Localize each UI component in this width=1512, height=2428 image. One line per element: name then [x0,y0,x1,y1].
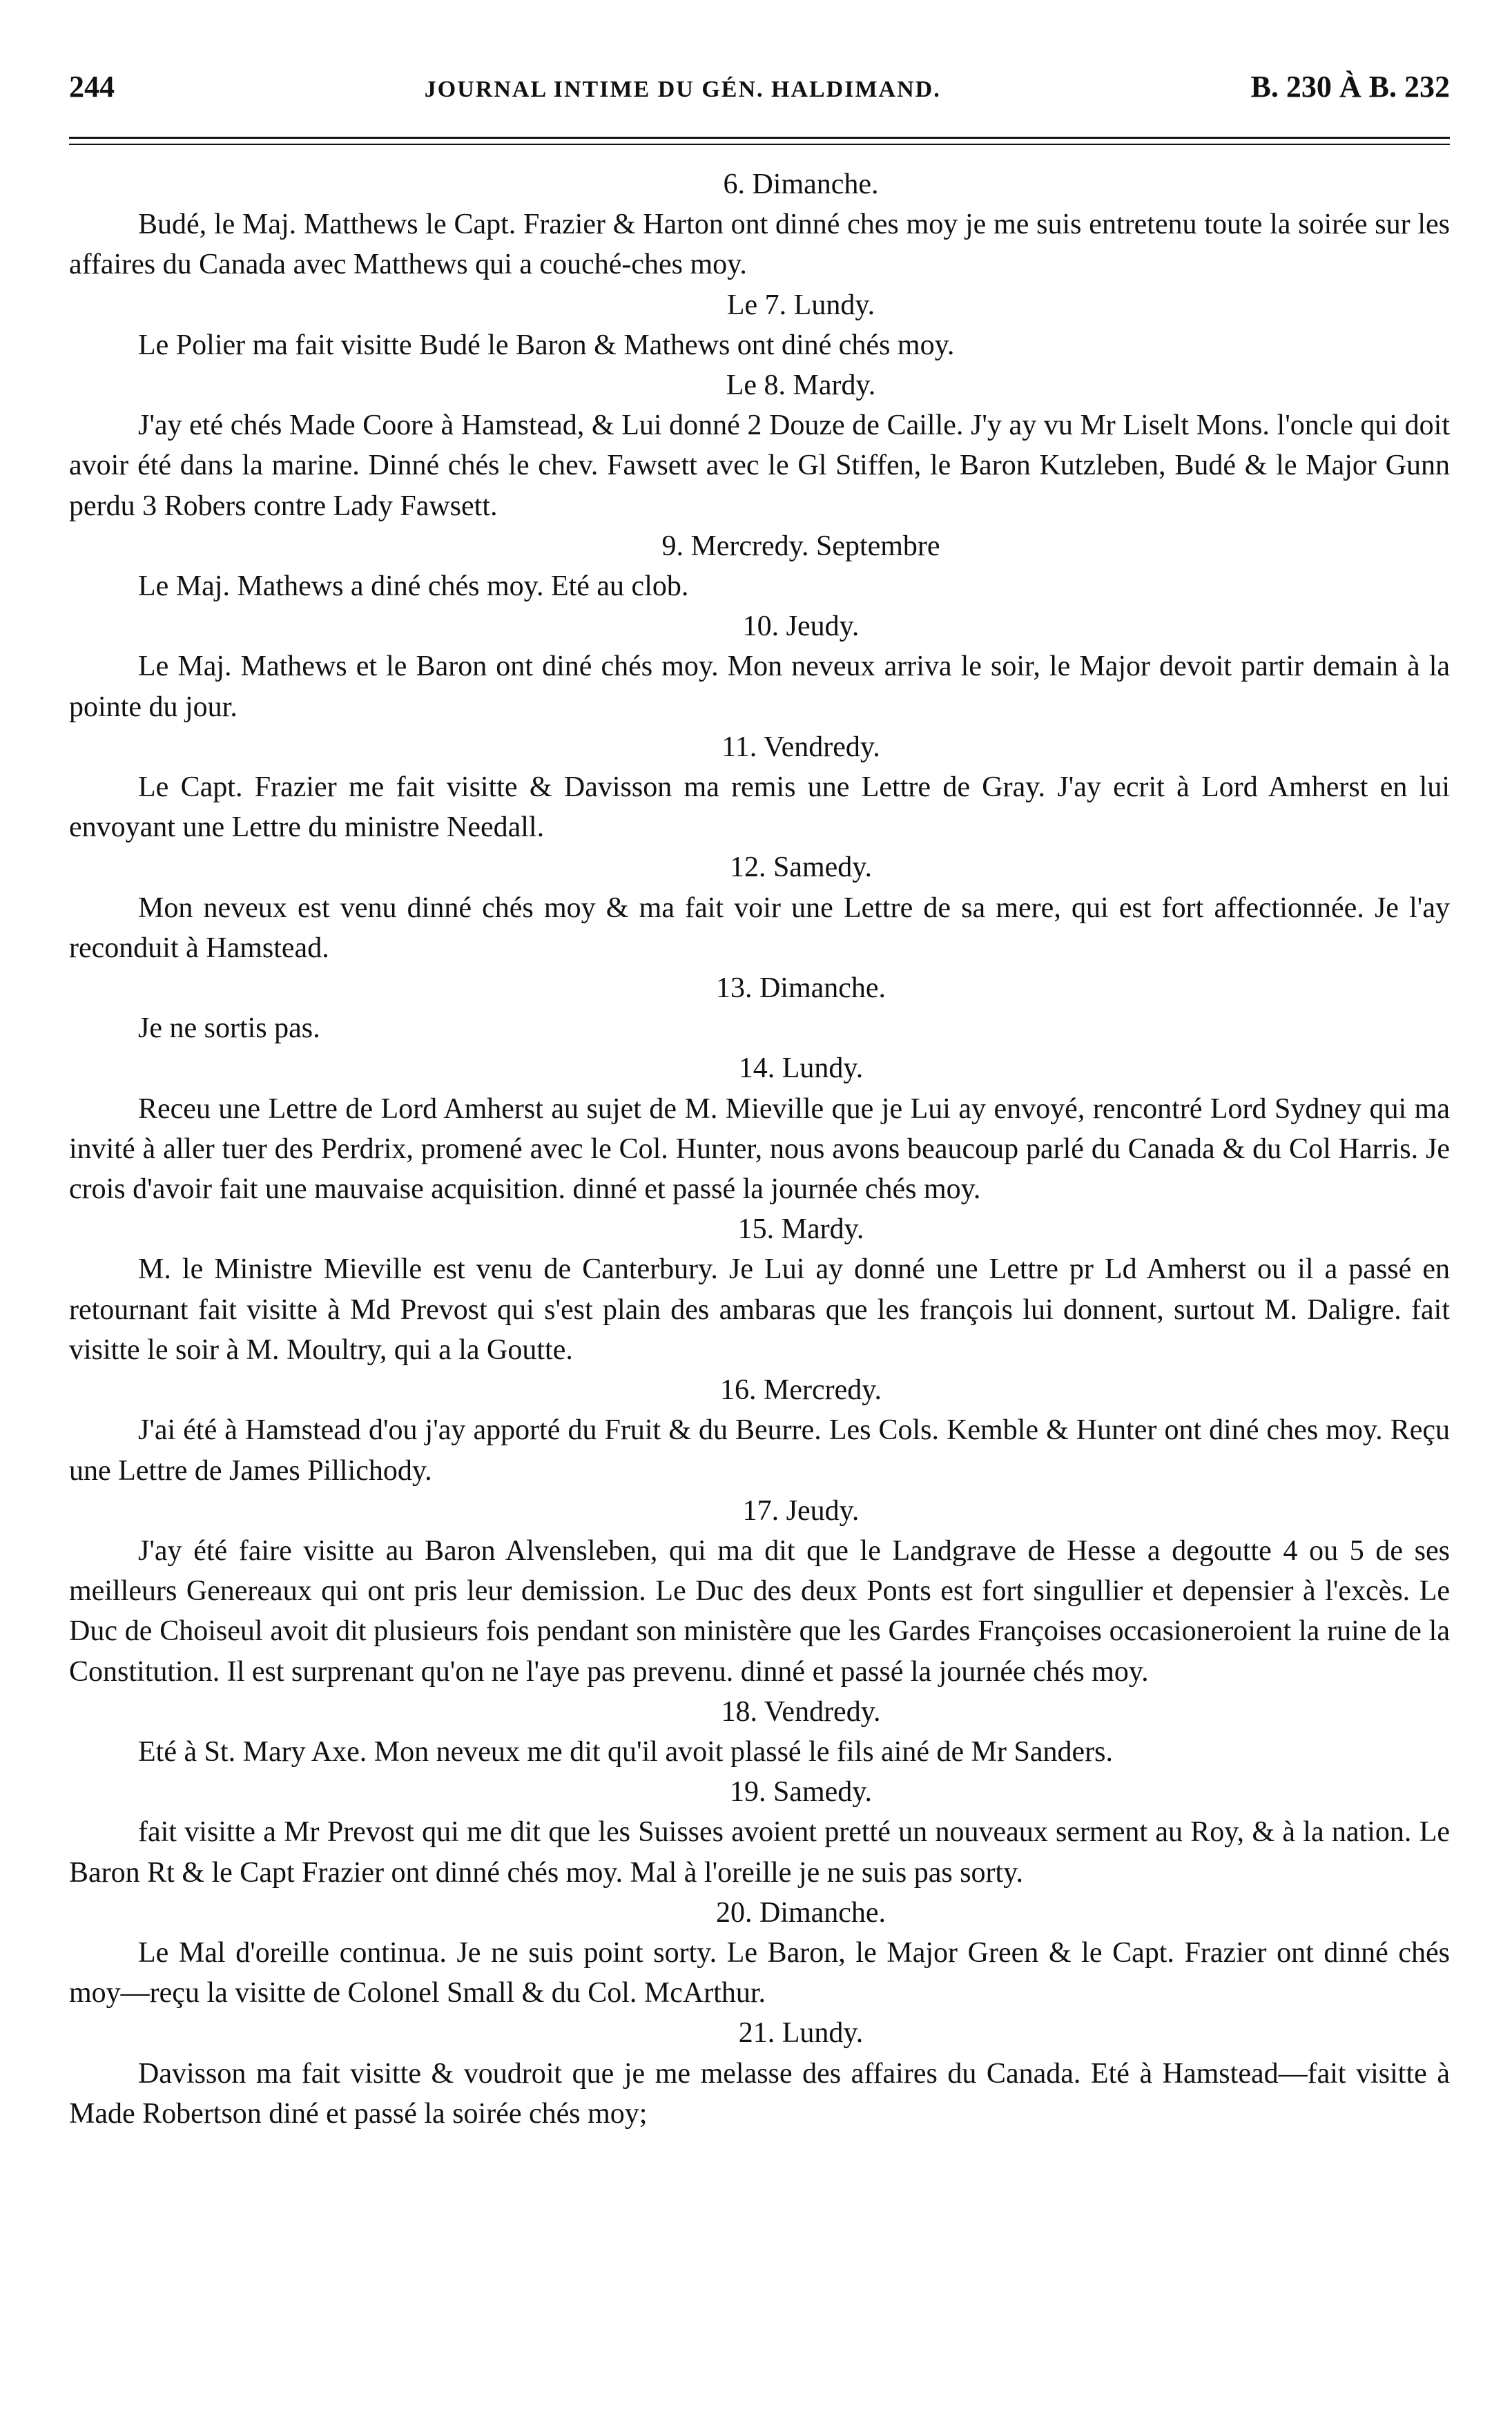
journal-entry [69,1491,1450,1692]
entry-text: Receu une Lettre de Lord Amherst au sujet de M. Mieville que je Lui ay envoyé, rencontré Lord Sydney qui ma invité à aller tuer des Perdrix, promené avec le Col. Hunter, nous avons beaucoup parlé du Canada & du Col Harris. Je crois d'avoir fait une mauvaise acquisition. dinné et passé la journée chés moy. [69,1092,1450,1206]
header-rules [69,137,1450,145]
journal-entry [69,1692,1450,1772]
journal-entries [69,164,1450,2134]
entry-date: 6. Dimanche. [723,168,879,200]
journal-entry [69,968,1450,1048]
entry-text: Mon neveux est venu dinné chés moy & ma fait voir une Lettre de sa mere, qui est fort affectionnée. Je l'ay reconduit à Hamstead. [69,892,1450,964]
page-number: 244 [69,70,115,104]
journal-entry [69,847,1450,968]
entry-date: 12. Samedy. [729,851,873,884]
journal-entry [69,1772,1450,1893]
entry-text: Le Polier ma fait visitte Budé le Baron & Mathews ont diné chés moy. [138,329,955,361]
entry-date: 18. Vendredy. [721,1695,881,1728]
entry-date: 10. Jeudy. [742,610,860,643]
journal-entry [69,1893,1450,2014]
entry-date: 20. Dimanche. [715,1896,886,1929]
entry-text: J'ay eté chés Made Coore à Hamstead, & Lui donné 2 Douze de Caille. J'y ay vu Mr Liselt Mons. l'oncle qui doit avoir été dans la marine. Dinné chés le chev. Fawsett avec le Gl Stiffen, le Baron Kutzleben, Budé & le Major Gunn perdu 3 Robers contre Lady Fawsett. [69,410,1450,522]
journal-entry [69,526,1450,606]
journal-entry [69,1048,1450,1209]
header-rule-top [69,137,1450,139]
entry-date: 11. Vendredy. [721,731,880,763]
entry-text: Le Maj. Mathews a diné chés moy. Eté au clob. [138,570,689,603]
entry-text: Budé, le Maj. Matthews le Capt. Frazier & Harton ont dinné ches moy je me suis entretenu toute la soirée sur les affaires du Canada avec Matthews qui a couché-ches moy. [69,209,1450,281]
reference-range: B. 230 À B. 232 [1250,70,1450,104]
journal-entry [69,164,1450,285]
entry-text: Le Maj. Mathews et le Baron ont diné chés moy. Mon neveux arriva le soir, le Major devoit partir demain à la pointe du jour. [69,651,1450,723]
journal-entry [69,1209,1450,1370]
entry-text: Eté à St. Mary Axe. Mon neveux me dit qu'il avoit plassé le fils ainé de Mr Sanders. [138,1735,1113,1768]
entry-text: J'ai été à Hamstead d'ou j'ay apporté du Fruit & du Beurre. Les Cols. Kemble & Hunter ont diné ches moy. Reçu une Lettre de James Pillichody. [69,1414,1450,1487]
entry-text: Le Capt. Frazier me fait visitte & Davisson ma remis une Lettre de Gray. J'ay ecrit à Lord Amherst en lui envoyant une Lettre du ministre Needall. [69,771,1450,844]
running-head [69,69,1450,117]
entry-text: Je ne sortis pas. [138,1012,320,1045]
entry-date: 9. Mercredy. Septembre [661,530,940,562]
entry-text: M. le Ministre Mieville est venu de Canterbury. Je Lui ay donné une Lettre pr Ld Amherst ou il a passé en retournant fait visitte à Md Prevost qui s'est plain des ambaras que les françois lui donnent, surtout M. Daligre. fait visitte le soir à M. Moultry, qui a la Goutte. [69,1253,1450,1366]
entry-date: 13. Dimanche. [715,972,886,1005]
entry-date: 15. Mardy. [737,1213,864,1246]
entry-date: 19. Samedy. [729,1776,873,1809]
entry-text: fait visitte a Mr Prevost qui me dit que les Suisses avoient pretté un nouveaux serment au Roy, & à la nation. Le Baron Rt & le Capt Frazier ont dinné chés moy. Mal à l'oreille je ne suis pas sorty. [69,1816,1450,1889]
journal-entry [69,606,1450,727]
journal-entry [69,1370,1450,1491]
document-page [69,69,1450,2134]
journal-entry [69,2013,1450,2134]
entry-date: 17. Jeudy. [742,1494,860,1527]
entry-text: Le Mal d'oreille continua. Je ne suis point sorty. Le Baron, le Major Green & le Capt. Frazier ont dinné chés moy—reçu la visitte de Colonel Small & du Col. McArthur. [69,1936,1450,2010]
journal-entry [69,365,1450,526]
entry-date: 16. Mercredy. [719,1374,882,1407]
entry-text: Davisson ma fait visitte & voudroit que je me melasse des affaires du Canada. Eté à Hamstead—fait visitte à Made Robertson diné et passé la soirée chés moy; [69,2057,1450,2130]
running-title: JOURNAL INTIME DU GÉN. HALDIMAND. [424,77,941,102]
entry-date: 21. Lundy. [738,2017,864,2050]
entry-date: Le 7. Lundy. [726,289,875,321]
entry-date: Le 8. Mardy. [726,369,876,402]
entry-text: J'ay été faire visitte au Baron Alvensleben, qui ma dit que le Landgrave de Hesse a degoutte 4 ou 5 de ses meilleurs Genereaux qui ont pris leur demission. Le Duc des deux Ponts est fort singullier et depensier à l'excès. Le Duc de Choiseul avoit dit plusieurs fois pendant son ministère que les Gardes Françoises occasioneroient la ruine de la Constitution. Il est surprenant qu'on ne l'aye pas prevenu. dinné et passé la journée chés moy. [69,1534,1450,1688]
journal-entry [69,727,1450,848]
entry-date: 14. Lundy. [738,1052,864,1085]
journal-entry [69,285,1450,365]
header-rule-bottom [69,144,1450,145]
